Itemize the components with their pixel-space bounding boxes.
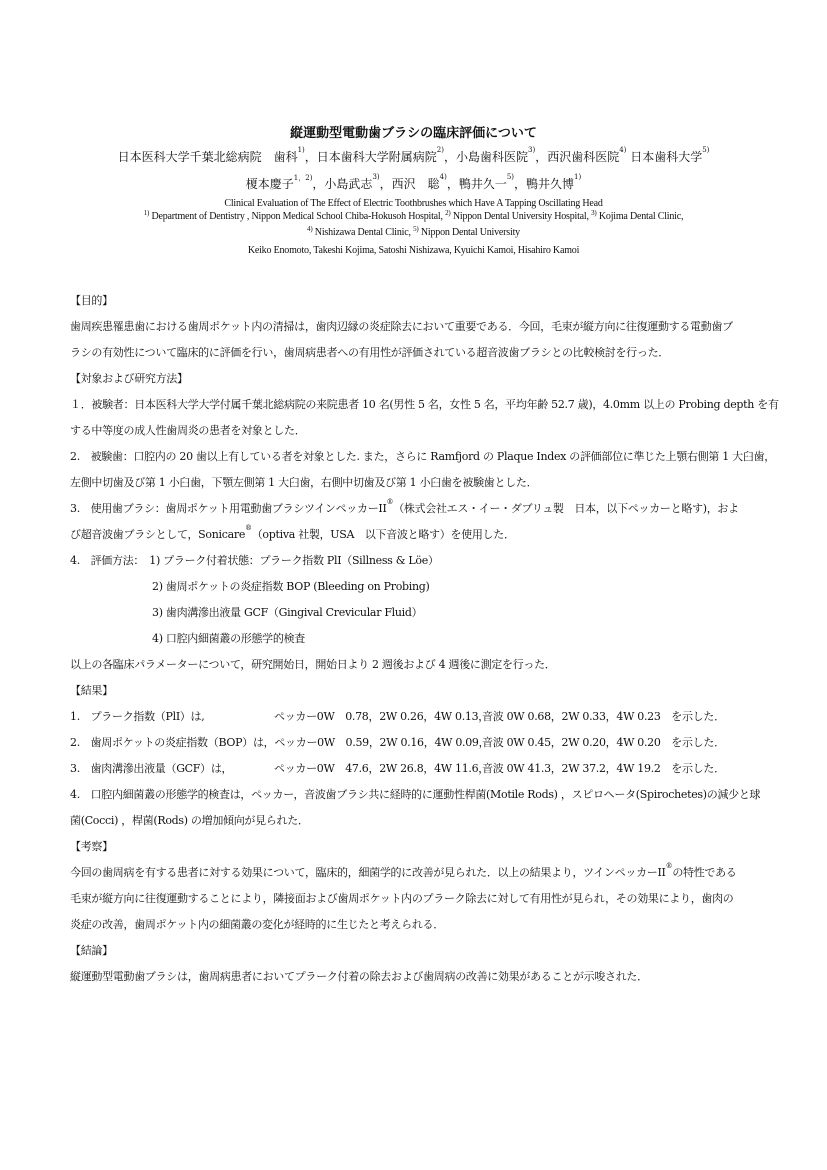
conclusion-line-1: 縦運動型電動歯ブラシは，歯周病患者においてプラーク付着の除去および歯周病の改善に効果があることが示唆された．	[70, 970, 648, 983]
methods-1-line-2: する中等度の成人性歯周炎の患者を対象とした．	[70, 424, 306, 437]
author-4-mark: 5)	[506, 173, 515, 181]
result-1-label: 1. プラーク指数（PlI）は,	[70, 710, 205, 723]
english-title: Clinical Evaluation of The Effect of Electric Toothbrushes which Have A Tapping Oscillating Head	[224, 198, 603, 209]
en-aff-3-mark: 3)	[591, 209, 597, 217]
methods-1-line-1: １．被験者：日本医科大学大学付属千葉北総病院の来院患者 10 名(男性 5 名，女性 5 名，平均年齢 52.7 歳)，4.0mm 以上の Probing depth を有	[70, 398, 779, 411]
english-authors: Keiko Enomoto, Takeshi Kojima, Satoshi Nishizawa, Kyuichi Kamoi, Hisahiro Kamoi	[247, 245, 580, 256]
discussion-heading: 【考察】	[70, 840, 113, 853]
purpose-line-1: 歯周疾患罹患歯における歯周ポケット内の清掃は，歯肉辺縁の炎症除去において重要である．今回，毛束が縦方向に往復運動する電動歯ブ	[70, 320, 733, 333]
result-2-label: 2. 歯周ポケットの炎症指数（BOP）は，ペッカー0W 0.59，2W 0.16，4W 0.09，	[70, 736, 490, 749]
author-1: 榎本慶子	[245, 177, 294, 191]
registered-mark: ®	[665, 862, 673, 870]
affiliation-2: ，日本歯科大学附属病院	[304, 150, 437, 164]
result-4-line-2: 菌(Cocci) ，桿菌(Rods) の増加傾向が見られた．	[70, 814, 309, 827]
discussion-line-1	[70, 864, 737, 880]
author-5: ，鴨井久博	[514, 177, 575, 191]
methods-4-line-2: 2) 歯周ポケットの炎症指数 BOP (Bleeding on Probing)	[152, 580, 430, 593]
affiliation-4-mark: 4)	[619, 146, 627, 154]
author-2-mark: 3)	[372, 173, 380, 181]
methods-2-line-1: 2. 被験歯：口腔内の 20 歯以上有している者を対象とした. また，さらに Ramfjord の Plaque Index の評価部位に準じた上顎右側第 1 大臼歯，	[70, 450, 775, 463]
methods-3-brush-b: び超音波歯ブラシとして，Sonicare	[70, 528, 246, 541]
conclusion-heading: 【結論】	[70, 944, 113, 957]
result-3-pecker: ペッカー0W 47.6，2W 26.8，4W 11.6，	[274, 762, 489, 775]
en-aff-1: Department of Dentistry , Nippon Medical School Chiba-Hokusoh Hospital,	[151, 211, 443, 222]
en-aff-1-mark: 1)	[143, 209, 150, 217]
affiliation-1-mark: 1)	[297, 146, 305, 154]
japanese-authors	[0, 175, 827, 192]
affiliation-4: ，西沢歯科医院	[535, 150, 620, 164]
purpose-line-2: ラシの有効性について臨床的に評価を行い，歯周病患者への有用性が評価されている超音波歯ブラシとの比較検討を行った．	[70, 346, 669, 359]
registered-mark: ®	[245, 524, 252, 532]
methods-3-brush-b-note: （optiva 社製，USA 以下音波と略す）を使用した．	[251, 528, 515, 541]
japanese-affiliations	[0, 148, 827, 165]
discussion-line-1-tail: の特性である	[672, 866, 737, 879]
affiliation-5-mark: 5)	[702, 146, 710, 154]
result-4-line-1: 4. 口腔内細菌叢の形態学的検査は，ペッカー，音波歯ブラシ共に経時的に運動性桿菌(Motile Rods) ，スピロヘータ(Spirochetes)の減少と球	[70, 788, 761, 801]
en-aff-2-mark: 2)	[445, 209, 451, 217]
en-aff-4: Nishizawa Dental Clinic,	[314, 227, 411, 238]
english-affiliations-line-2	[0, 227, 827, 238]
registered-mark: ®	[386, 498, 394, 506]
author-4: ，鴨井久一	[446, 177, 507, 191]
author-5-mark: 1)	[574, 173, 582, 181]
discussion-line-1-text: 今回の歯周病を有する患者に対する効果について，臨床的，細菌学的に改善が見られた．以上の結果より，ツインペッカーII	[70, 866, 666, 879]
author-2: ，小島武志	[312, 177, 373, 191]
methods-4-line-1: 4. 評価方法： 1) プラーク付着状態：プラーク指数 PlI（Sillness & Löe）	[70, 554, 439, 567]
author-3-mark: 4)	[439, 173, 447, 181]
methods-2-line-2: 左側中切歯及び第 1 小臼歯，下顎左側第 1 大臼歯，右側中切歯及び第 1 小臼歯を被験歯とした．	[70, 476, 538, 489]
results-heading: 【結果】	[70, 684, 113, 697]
result-1-sonic: 音波 0W 0.68，2W 0.33，4W 0.23 を示した．	[482, 710, 725, 723]
affiliation-1: 日本医科大学千葉北総病院 歯科	[117, 150, 298, 164]
paper-title: 縦運動型電動歯ブラシの臨床評価について	[290, 126, 537, 141]
discussion-line-3: 炎症の改善，歯周ポケット内の細菌叢の変化が経時的に生じたと考えられる．	[70, 918, 444, 931]
discussion-line-2: 毛束が縦方向に往復運動することにより，隣接面および歯周ポケット内のプラーク除去に対して有用性が見られ，その効果により，歯肉の	[70, 892, 734, 905]
en-aff-4-mark: 4)	[307, 225, 313, 233]
affiliation-2-mark: 2)	[436, 146, 444, 154]
result-3-sonic: 音波 0W 41.3，2W 37.2，4W 19.2 を示した．	[482, 762, 725, 775]
result-1-pecker: ペッカー0W 0.78，2W 0.26，4W 0.13，	[274, 710, 489, 723]
affiliation-3: ，小島歯科医院	[443, 150, 528, 164]
methods-3-brush-a: 3. 使用歯ブラシ：歯周ポケット用電動歯ブラシツインペッカーII	[70, 502, 387, 515]
methods-3-line-1	[70, 500, 739, 516]
methods-4-line-3: 3) 歯肉溝滲出液量 GCF（Gingival Crevicular Fluid）	[152, 606, 423, 619]
en-aff-5: Nippon Dental University	[420, 227, 520, 238]
english-affiliations-line-1	[0, 211, 827, 222]
author-1-mark: 1，2)	[293, 174, 313, 182]
purpose-heading: 【目的】	[70, 294, 113, 307]
en-aff-2: Nippon Dental University Hospital,	[452, 211, 589, 222]
en-aff-3: Kojima Dental Clinic,	[598, 211, 684, 222]
result-3-label: 3. 歯肉溝滲出液量（GCF）は，	[70, 762, 233, 775]
affiliation-3-mark: 3)	[528, 146, 536, 154]
methods-3-line-2	[70, 526, 515, 542]
result-2-sonic: 音波 0W 0.45，2W 0.20，4W 0.20 を示した．	[482, 736, 725, 749]
methods-heading: 【対象および研究方法】	[70, 372, 188, 385]
methods-4-line-4: 4) 口腔内細菌叢の形態学的検査	[152, 632, 305, 645]
author-3: ，西沢 聡	[379, 177, 440, 191]
methods-3-brush-a-note: （株式会社エス・イー・ダブリュ製 日本，以下ペッカーと略す)，およ	[393, 502, 739, 515]
methods-summary: 以上の各臨床パラメーターについて，研究開始日，開始日より 2 週後および 4 週後に測定を行った．	[70, 658, 556, 671]
affiliation-5: 日本歯科大学	[626, 150, 703, 164]
en-aff-5-mark: 5)	[413, 225, 419, 233]
